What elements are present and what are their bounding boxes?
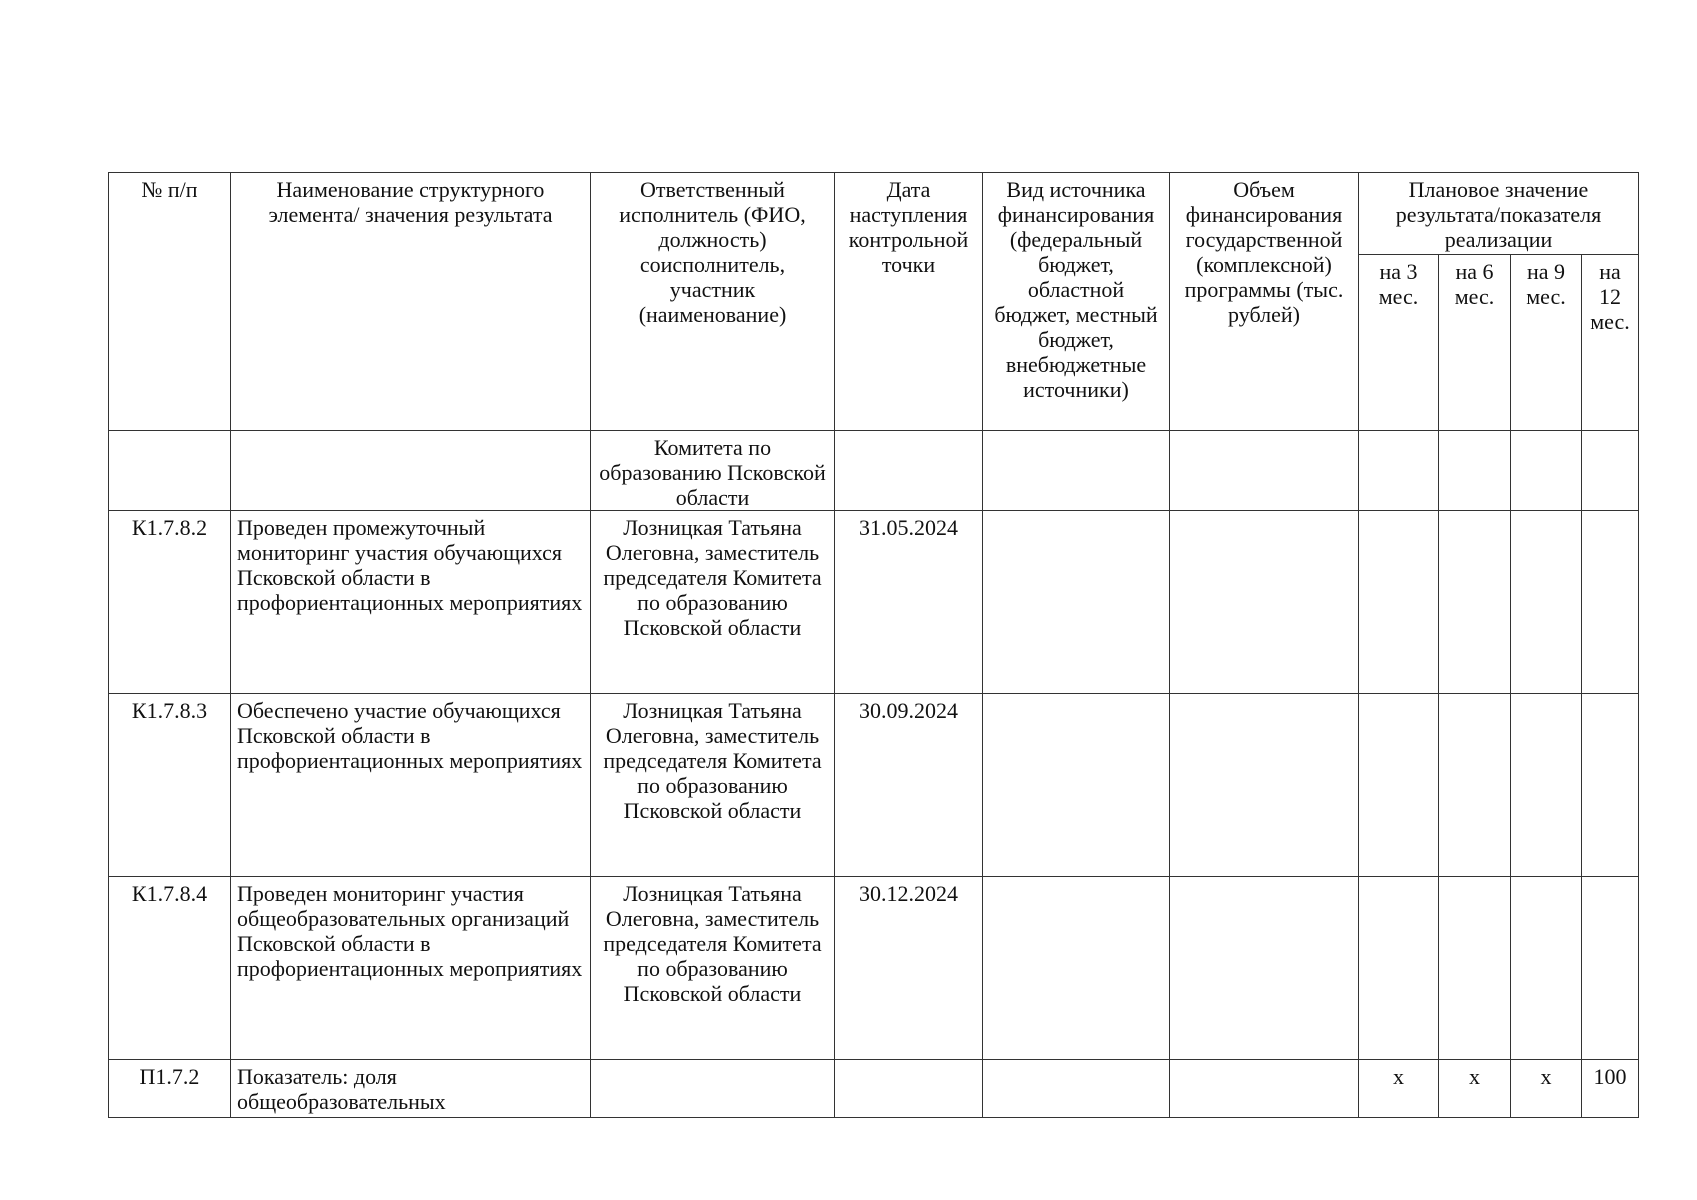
- row-m9: [1511, 511, 1582, 694]
- header-date: Дата наступления контрольной точки: [835, 173, 983, 431]
- row-m12: [1582, 877, 1639, 1060]
- row-source: [983, 1060, 1170, 1118]
- row-date: 31.05.2024: [835, 511, 983, 694]
- row-source: [983, 877, 1170, 1060]
- row-name: Обеспечено участие обучающихся Псковской области в профориентационных мероприятиях: [231, 694, 591, 877]
- row-volume: [1170, 1060, 1359, 1118]
- header-name: Наименование структурного элемента/ значения результата: [231, 173, 591, 431]
- header-plan: Плановое значение результата/показателя реализации: [1359, 173, 1639, 255]
- row-m12: [1582, 511, 1639, 694]
- header-source: Вид источника финансирования (федеральный бюджет, областной бюджет, местный бюджет, внебюджетные источники): [983, 173, 1170, 431]
- row-responsible: Лозницкая Татьяна Олеговна, заместитель председателя Комитета по образованию Псковской области: [591, 877, 835, 1060]
- table-row: [109, 877, 1639, 1060]
- row-m12: 100: [1582, 1060, 1639, 1118]
- row-m12: [1582, 431, 1639, 511]
- row-responsible: [591, 1060, 835, 1118]
- row-num: П1.7.2: [109, 1060, 231, 1118]
- row-m9: х: [1511, 1060, 1582, 1118]
- row-m9: [1511, 877, 1582, 1060]
- row-m3: [1359, 694, 1439, 877]
- row-m3: [1359, 877, 1439, 1060]
- row-volume: [1170, 694, 1359, 877]
- row-m9: [1511, 694, 1582, 877]
- header-responsible: Ответственный исполнитель (ФИО, должность) соисполнитель, участник (наименование): [591, 173, 835, 431]
- row-num: К1.7.8.3: [109, 694, 231, 877]
- row-m3: [1359, 431, 1439, 511]
- row-volume: [1170, 511, 1359, 694]
- header-volume: Объем финансирования государственной (комплексной) программы (тыс. рублей): [1170, 173, 1359, 431]
- row-name: Показатель: доля общеобразовательных: [231, 1060, 591, 1118]
- row-source: [983, 694, 1170, 877]
- row-m9: [1511, 431, 1582, 511]
- row-m12: [1582, 694, 1639, 877]
- row-name: Проведен мониторинг участия общеобразовательных организаций Псковской области в профориентационных мероприятиях: [231, 877, 591, 1060]
- row-name: [231, 431, 591, 511]
- row-num: К1.7.8.2: [109, 511, 231, 694]
- table-row: [109, 1060, 1639, 1118]
- row-m6: [1439, 694, 1511, 877]
- row-date: 30.12.2024: [835, 877, 983, 1060]
- row-m6: х: [1439, 1060, 1511, 1118]
- table-row: [109, 694, 1639, 877]
- row-m3: х: [1359, 1060, 1439, 1118]
- header-sub-3: на 3 мес.: [1359, 255, 1439, 431]
- row-responsible: Лозницкая Татьяна Олеговна, заместитель председателя Комитета по образованию Псковской области: [591, 511, 835, 694]
- row-num: К1.7.8.4: [109, 877, 231, 1060]
- header-num: № п/п: [109, 173, 231, 431]
- row-m3: [1359, 511, 1439, 694]
- table-row: [109, 431, 1639, 511]
- row-volume: [1170, 431, 1359, 511]
- row-responsible: Комитета по образованию Псковской области: [591, 431, 835, 511]
- table-row: [109, 511, 1639, 694]
- row-date: [835, 1060, 983, 1118]
- header-sub-12: на 12 мес.: [1582, 255, 1639, 431]
- row-m6: [1439, 877, 1511, 1060]
- plan-table: [108, 172, 1639, 1118]
- header-sub-9: на 9 мес.: [1511, 255, 1582, 431]
- row-volume: [1170, 877, 1359, 1060]
- row-m6: [1439, 431, 1511, 511]
- header-row: [109, 173, 1639, 255]
- row-source: [983, 511, 1170, 694]
- row-source: [983, 431, 1170, 511]
- row-m6: [1439, 511, 1511, 694]
- header-sub-6: на 6 мес.: [1439, 255, 1511, 431]
- row-num: [109, 431, 231, 511]
- row-date: 30.09.2024: [835, 694, 983, 877]
- row-responsible: Лозницкая Татьяна Олеговна, заместитель председателя Комитета по образованию Псковской области: [591, 694, 835, 877]
- row-date: [835, 431, 983, 511]
- row-name: Проведен промежуточный мониторинг участия обучающихся Псковской области в профориентационных мероприятиях: [231, 511, 591, 694]
